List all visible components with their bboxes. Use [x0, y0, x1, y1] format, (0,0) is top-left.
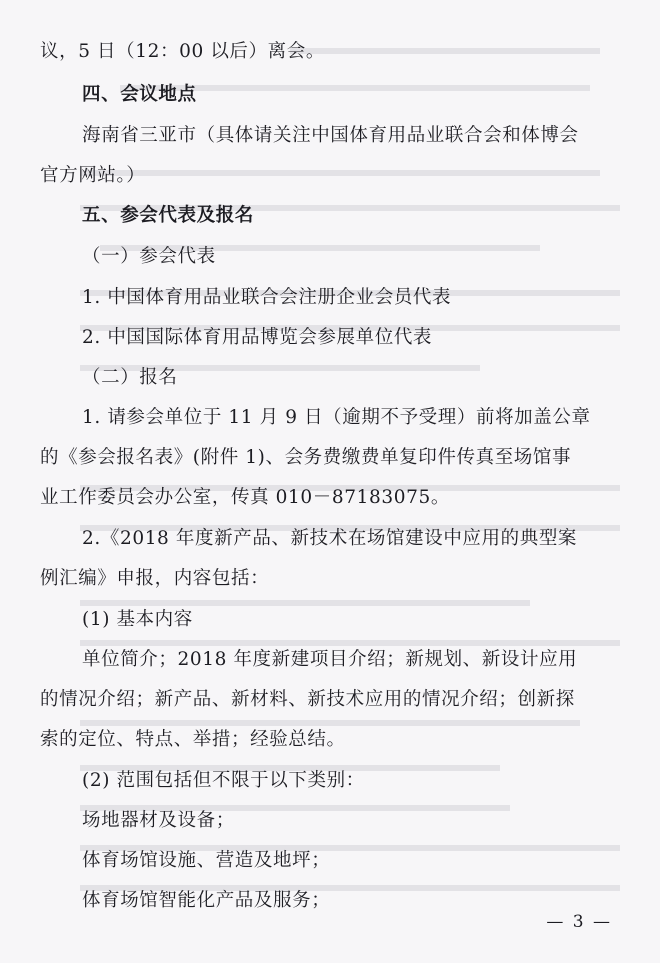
text-line-1: 议，5 日（12：00 以后）离会。: [40, 41, 325, 62]
text-line-11: 的《参会报名表》(附件 1)、会务费缴费单复印件传真至场馆事: [40, 447, 572, 468]
page-number: — 3 —: [546, 912, 612, 932]
list-item-venue-equipment: 场地器材及设备；: [82, 810, 235, 831]
text-line-14: 例汇编》申报，内容包括：: [40, 568, 270, 589]
text-line-3: 海南省三亚市（具体请关注中国体育用品业联合会和体博会: [82, 125, 579, 146]
subheading-delegates: （一）参会代表: [82, 246, 216, 267]
list-item-facilities-flooring: 体育场馆设施、营造及地坪；: [82, 850, 331, 871]
section-heading-registration: 五、参会代表及报名: [82, 205, 254, 226]
text-line-16: 单位简介；2018 年度新建项目介绍；新规划、新设计应用: [82, 649, 578, 670]
text-line-10: 1. 请参会单位于 11 月 9 日（逾期不予受理）前将加盖公章: [82, 407, 591, 428]
text-line-7: 1. 中国体育用品业联合会注册企业会员代表: [82, 287, 452, 308]
subheading-basic-content: (1) 基本内容: [82, 609, 193, 630]
section-heading-venue: 四、会议地点: [82, 84, 197, 105]
text-line-12: 业工作委员会办公室，传真 010－87183075。: [40, 487, 450, 508]
text-line-13: 2.《2018 年度新产品、新技术在场馆建设中应用的典型案: [82, 528, 578, 549]
subheading-registration: （二）报名: [82, 367, 178, 388]
text-line-17: 的情况介绍；新产品、新材料、新技术应用的情况介绍；创新探: [40, 689, 575, 710]
subheading-scope: (2) 范围包括但不限于以下类别：: [82, 770, 365, 791]
text-line-8: 2. 中国国际体育用品博览会参展单位代表: [82, 327, 433, 348]
text-line-4: 官方网站。）: [40, 165, 146, 186]
text-line-18: 索的定位、特点、举措；经验总结。: [40, 729, 346, 750]
list-item-smart-products: 体育场馆智能化产品及服务；: [82, 890, 331, 911]
